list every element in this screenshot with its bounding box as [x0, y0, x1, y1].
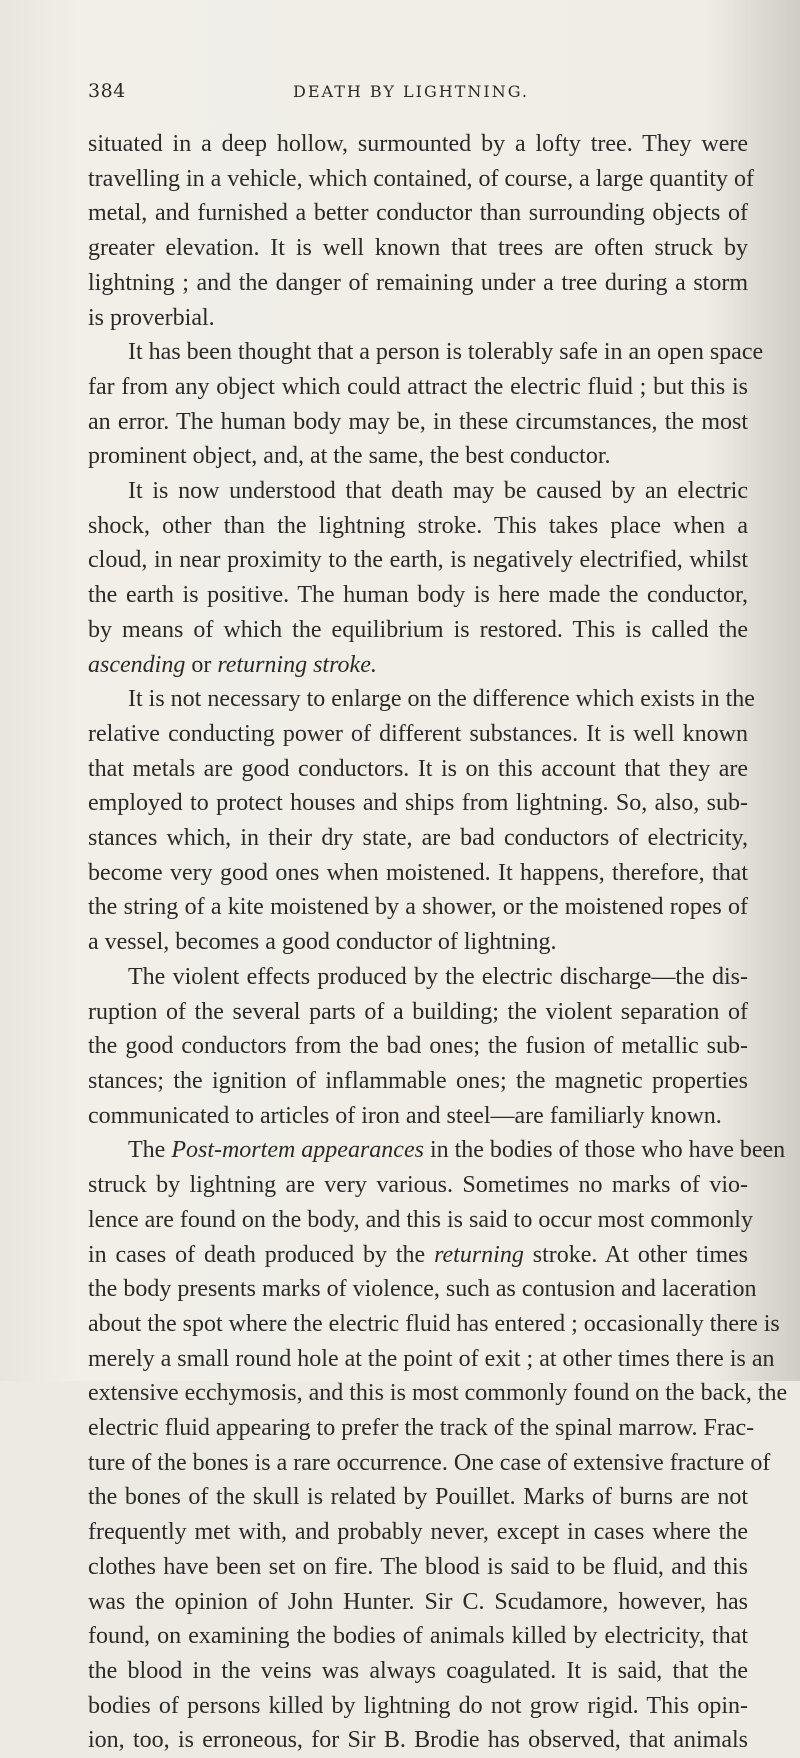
text-line: a vessel, becomes a good conductor of lightning. [88, 929, 557, 956]
text-line: the bones of the skull is related by Pouillet. Marks of burns are not [88, 1484, 748, 1511]
text-line: about the spot where the electric fluid has entered ; occasionally there is [88, 1310, 780, 1337]
text-line: stances; the ignition of inflammable ones; the magnetic properties [88, 1067, 748, 1094]
text-line-italic: ascending or returning stroke. [88, 651, 377, 678]
text-line: metal, and furnished a better conductor than surrounding objects of [88, 200, 748, 227]
text-line: the body presents marks of violence, such as contusion and laceration [88, 1276, 757, 1303]
page-header [88, 80, 748, 106]
italic-phrase: ascending [88, 651, 186, 678]
italic-phrase: returning stroke. [217, 651, 377, 678]
text-line: ture of the bones is a rare occurrence. One case of extensive fracture of [88, 1449, 771, 1476]
text-line: an error. The human body may be, in these circumstances, the most [88, 408, 748, 435]
text-line: It has been thought that a person is tolerably safe in an open space [128, 339, 764, 366]
text-line: the string of a kite moistened by a shower, or the moistened ropes of [88, 894, 748, 921]
text-line: cloud, in near proximity to the earth, is negatively electrified, whilst [88, 547, 748, 574]
text-line: is proverbial. [88, 304, 215, 331]
text-line: ion, too, is erroneous, for Sir B. Brodie has observed, that animals [88, 1727, 748, 1754]
text-line: communicated to articles of iron and steel—are familiarly known. [88, 1102, 722, 1129]
running-head: DEATH BY LIGHTNING. [293, 82, 529, 101]
text-line: become very good ones when moistened. It happens, therefore, that [88, 859, 748, 886]
text-line: travelling in a vehicle, which contained, of course, a large quantity of [88, 165, 754, 192]
text-line: found, on examining the bodies of animals killed by electricity, that [88, 1623, 748, 1650]
page-number: 384 [88, 80, 126, 102]
text-line: clothes have been set on fire. The blood is said to be fluid, and this [88, 1553, 748, 1580]
text-line: situated in a deep hollow, surmounted by a lofty tree. They were [88, 131, 748, 157]
text-line: extensive ecchymosis, and this is most commonly found on the back, the [88, 1380, 788, 1407]
italic-phrase: Post-mortem appearances [171, 1137, 424, 1164]
text-line: The violent effects produced by the electric discharge—the dis- [128, 963, 748, 990]
text-line-italic: The Post-mortem appearances in the bodies of those who have been [128, 1137, 786, 1164]
italic-phrase: returning [434, 1241, 524, 1268]
text-line: stances which, in their dry state, are bad conductors of electricity, [88, 825, 748, 852]
text-line: employed to protect houses and ships from lightning. So, also, sub- [88, 790, 748, 817]
text-line: was the opinion of John Hunter. Sir C. Scudamore, however, has [88, 1588, 748, 1615]
text-line: struck by lightning are very various. Sometimes no marks of vio- [88, 1172, 748, 1199]
text-line: prominent object, and, at the same, the best conductor. [88, 443, 611, 470]
text-line: the earth is positive. The human body is here made the conductor, [88, 582, 748, 609]
text-line: that metals are good conductors. It is on this account that they are [88, 755, 748, 782]
body-text [88, 127, 788, 1758]
text-line: lence are found on the body, and this is said to occur most commonly [88, 1206, 753, 1233]
text-line-italic: in cases of death produced by the returning stroke. At other times [88, 1241, 749, 1268]
text-line: the blood in the veins was always coagulated. It is said, that the [88, 1657, 748, 1684]
text-line: by means of which the equilibrium is restored. This is called the [88, 616, 748, 643]
text-line: bodies of persons killed by lightning do not grow rigid. This opin- [88, 1692, 748, 1719]
text-line: frequently met with, and probably never, except in cases where the [88, 1519, 748, 1546]
text-line: relative conducting power of different substances. It is well known [88, 720, 748, 747]
text-line: ruption of the several parts of a building; the violent separation of [88, 998, 748, 1025]
text-line: far from any object which could attract the electric fluid ; but this is [88, 373, 748, 400]
text-line: electric fluid appearing to prefer the track of the spinal marrow. Frac- [88, 1415, 755, 1442]
text-line: merely a small round hole at the point of exit ; at other times there is an [88, 1345, 775, 1372]
text-line: the good conductors from the bad ones; the fusion of metallic sub- [88, 1033, 748, 1060]
text-line: lightning ; and the danger of remaining under a tree during a storm [88, 269, 748, 296]
text-line: It is now understood that death may be caused by an electric [128, 478, 748, 505]
text-line: greater elevation. It is well known that trees are often struck by [88, 235, 748, 262]
text-line: It is not necessary to enlarge on the difference which exists in the [128, 686, 755, 713]
text-line: shock, other than the lightning stroke. This takes place when a [88, 512, 748, 539]
